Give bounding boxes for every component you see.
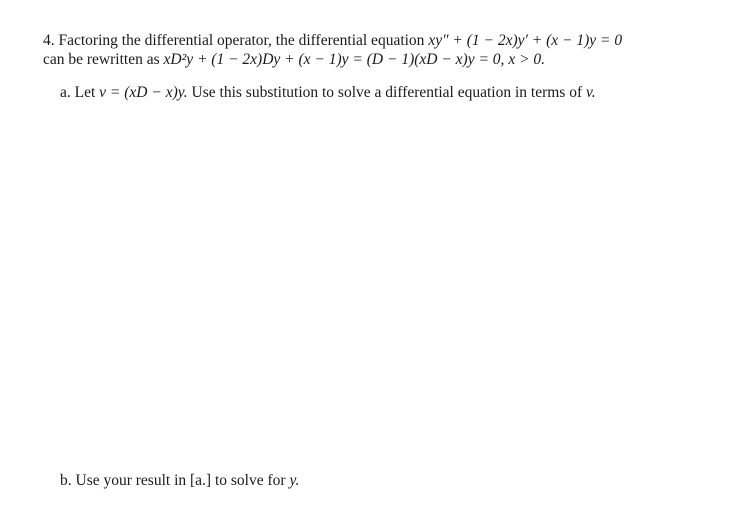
problem-line-1 [43, 31, 622, 50]
problem-intro-text: Factoring the differential operator, the differential equation [58, 32, 425, 49]
domain-condition: x > 0. [508, 51, 546, 68]
part-a-text-after: Use this substitution to solve a differential equation in terms of [191, 84, 583, 101]
equation-1: xy″ + (1 − 2x)y′ + (x − 1)y = 0 [428, 32, 623, 49]
part-b [60, 471, 299, 490]
equation-2: xD²y + (1 − 2x)Dy + (x − 1)y = (D − 1)(xD − x)y = 0, [163, 51, 505, 68]
part-b-label: b. [60, 472, 72, 489]
part-a-text-before: Let [74, 84, 96, 101]
part-b-text-before: Use your result in [75, 472, 187, 489]
part-b-reference: [a.] [190, 472, 212, 489]
can-be-rewritten-text: can be rewritten as [43, 51, 160, 68]
part-a-substitution: v = (xD − x)y. [99, 84, 188, 101]
part-a-variable: v. [586, 84, 596, 101]
problem-line-2 [43, 50, 545, 69]
part-a [60, 83, 596, 102]
part-b-text-after: to solve for [214, 472, 286, 489]
problem-number: 4. [43, 32, 55, 49]
part-a-label: a. [60, 84, 71, 101]
part-b-variable: y. [289, 472, 300, 489]
